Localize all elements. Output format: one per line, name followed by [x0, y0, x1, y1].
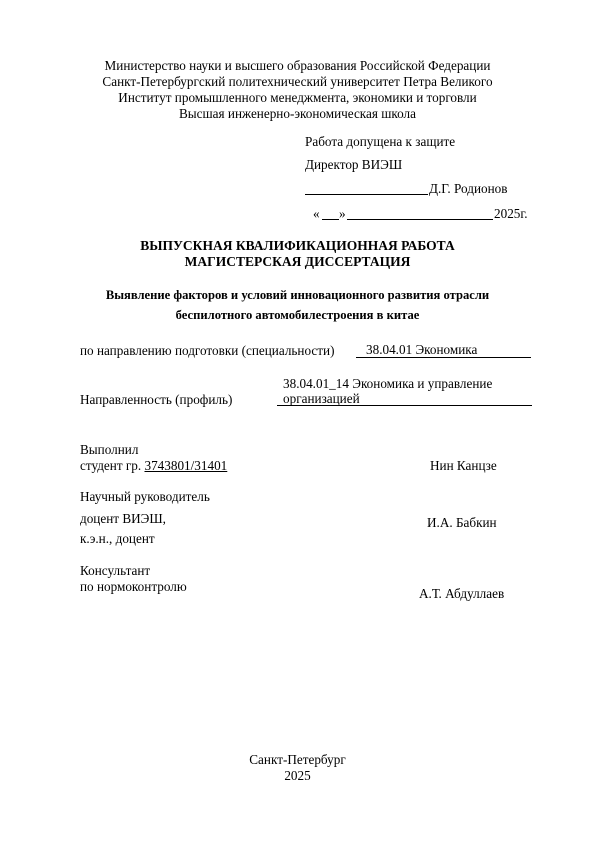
consultant-name: А.Т. Абдуллаев — [419, 586, 505, 601]
date-close-quote: » — [339, 206, 346, 221]
date-open-quote: « — [313, 206, 320, 221]
director-name: Д.Г. Родионов — [429, 181, 508, 196]
director-signature-line — [305, 194, 428, 195]
profile-value-line1: 38.04.01_14 Экономика и управление — [283, 376, 493, 391]
supervisor-label: Научный руководитель — [80, 489, 210, 504]
supervisor-position: доцент ВИЭШ, — [80, 511, 166, 526]
author-label: Выполнил — [80, 442, 139, 457]
group-prefix: студент гр. — [80, 458, 145, 473]
ministry-line: Министерство науки и высшего образования Российской Федерации — [104, 58, 491, 73]
profile-label: Направленность (профиль) — [80, 392, 233, 407]
consultant-label: Консультант — [80, 563, 151, 578]
profile-value-line2: организацией — [283, 391, 360, 406]
school-line: Высшая инженерно-экономическая школа — [179, 106, 416, 121]
institute-line: Институт промышленного менеджмента, экономики и торговли — [118, 90, 477, 105]
footer-city: Санкт-Петербург — [249, 752, 346, 767]
footer-year: 2025 — [284, 768, 311, 783]
date-year: 2025г. — [494, 206, 528, 221]
supervisor-name: И.А. Бабкин — [427, 515, 497, 530]
director-label: Директор ВИЭШ — [305, 157, 403, 172]
supervisor-degree: к.э.н., доцент — [80, 531, 155, 546]
author-name: Нин Канцзе — [430, 458, 497, 473]
direction-label: по направлению подготовки (специальности) — [80, 343, 335, 358]
author-group-line — [80, 458, 227, 474]
group-number: 3743801/31401 — [144, 458, 228, 473]
topic-line2: беспилотного автомобилестроения в китае — [175, 308, 420, 322]
date-month-line — [347, 219, 493, 220]
direction-value: 38.04.01 Экономика — [366, 342, 478, 357]
consultant-role: по нормоконтролю — [80, 579, 187, 594]
admitted-text: Работа допущена к защите — [305, 134, 456, 149]
document-type-line2: МАГИСТЕРСКАЯ ДИССЕРТАЦИЯ — [184, 254, 411, 269]
topic-line1: Выявление факторов и условий инновационного развития отрасли — [105, 288, 490, 302]
date-day-line — [322, 219, 339, 220]
document-type-line1: ВЫПУСКНАЯ КВАЛИФИКАЦИОННАЯ РАБОТА — [140, 238, 455, 253]
university-line: Санкт-Петербургский политехнический университет Петра Великого — [102, 74, 493, 89]
